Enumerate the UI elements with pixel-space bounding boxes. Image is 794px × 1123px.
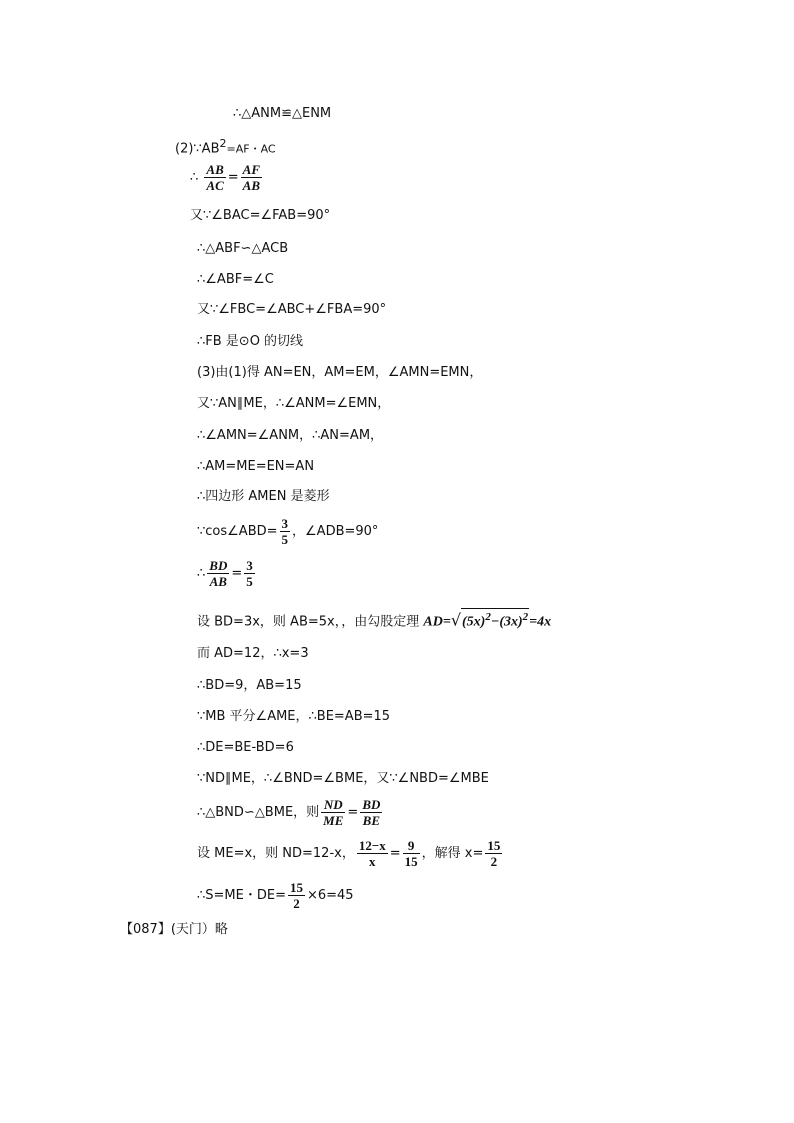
fraction <box>485 838 502 869</box>
numerator: 12−x <box>358 838 386 853</box>
denominator: AC <box>206 178 224 193</box>
line-part3-start: (3)由(1)得 AN=EN，AM=EM，∠AMN=EMN， <box>197 365 483 380</box>
term: (5x) <box>462 614 486 630</box>
line-all-sides: ∴AM=ME=EN=AN <box>197 459 315 474</box>
denominator: x <box>357 853 388 869</box>
superscript: 2 <box>522 611 529 623</box>
term: −(3x) <box>490 614 523 630</box>
denominator: 2 <box>288 895 305 911</box>
sqrt-sign: √ <box>450 610 462 630</box>
line-problem-087: 【087】(天门）略 <box>120 922 228 937</box>
line-nd-parallel: ∵ND∥ME，∴∠BND=∠BME，又∵∠NBD=∠MBE <box>197 771 489 786</box>
fraction <box>204 162 225 193</box>
line-bd-ab-ratio <box>197 558 257 589</box>
equals: = <box>347 805 359 820</box>
numerator: AF <box>242 162 261 177</box>
line-angle-fbc: 又∵∠FBC=∠ABC+∠FBA=90° <box>197 302 387 317</box>
text: =AF・AC <box>226 142 276 156</box>
fraction <box>360 797 382 828</box>
equals: = <box>442 614 451 630</box>
denominator: 5 <box>281 532 289 547</box>
line-amn-anm: ∴∠AMN=∠ANM，∴AN=AM， <box>197 428 384 443</box>
line-tangent: ∴FB 是⊙O 的切线 <box>197 334 304 349</box>
text: ×6=45 <box>306 888 354 903</box>
line-similar-triangles: ∴△ABF∽△ACB <box>197 241 289 256</box>
radicand <box>461 608 529 631</box>
fraction <box>207 558 229 589</box>
numerator: 9 <box>407 838 415 853</box>
numerator: BD <box>362 797 381 812</box>
fraction <box>321 797 345 828</box>
line-bd-ab-values: ∴BD=9，AB=15 <box>197 678 302 693</box>
therefore-symbol: ∴ <box>190 170 199 185</box>
fraction <box>280 516 291 547</box>
text: ，解得 x= <box>421 846 484 861</box>
text: ，∠ADB=90° <box>292 524 379 539</box>
text: (2)∵AB <box>175 141 220 157</box>
line-ad-value: 而 AD=12，∴x=3 <box>197 646 309 661</box>
fraction <box>403 838 420 869</box>
equals: = <box>231 566 243 581</box>
fraction <box>244 558 255 589</box>
superscript: 2 <box>219 137 227 150</box>
numerator: 15 <box>289 880 303 895</box>
fraction <box>241 162 262 193</box>
text: 设 ME=x，则 ND=12-x， <box>197 846 355 861</box>
therefore-symbol: ∴ <box>197 566 206 581</box>
numerator: ND <box>323 797 343 812</box>
denominator: AB <box>242 178 261 193</box>
math-ad: AD <box>423 614 443 630</box>
text: ∵cos∠ABD= <box>197 524 278 539</box>
numerator: 3 <box>246 558 253 573</box>
equals: = <box>389 846 401 861</box>
line-rhombus: ∴四边形 AMEN 是菱形 <box>197 489 330 504</box>
line-ratio <box>190 162 264 193</box>
superscript: 2 <box>485 611 491 623</box>
line-parallel: 又∵AN∥ME，∴∠ANM=∠EMN， <box>197 396 391 411</box>
line-similar-bnd-bme <box>197 797 384 828</box>
line-solve-x <box>197 838 504 869</box>
numerator: BD <box>209 558 228 573</box>
text: ∴△BND∽△BME，则 <box>197 805 320 820</box>
denominator: 5 <box>246 574 253 589</box>
numerator: 3 <box>281 516 289 531</box>
text: ∴S=ME・DE= <box>197 888 286 903</box>
denominator: ME <box>323 813 344 828</box>
line-area <box>197 880 354 911</box>
denominator: BE <box>360 812 382 828</box>
line-cos <box>197 516 378 547</box>
line-bisector: ∵MB 平分∠AME，∴BE=AB=15 <box>197 709 391 724</box>
equals: = <box>227 170 239 185</box>
line-congruence: ∴△ANM≌△ENM <box>233 106 332 121</box>
fraction <box>288 880 305 911</box>
numerator: AB <box>206 162 224 177</box>
line-pythagoras <box>197 608 551 631</box>
numerator: 15 <box>487 838 501 853</box>
line-angles-equal: 又∵∠BAC=∠FAB=90° <box>190 208 331 223</box>
line-part2-given <box>175 136 276 157</box>
fraction <box>357 838 388 869</box>
denominator: 2 <box>485 853 502 869</box>
line-angle-abf: ∴∠ABF=∠C <box>197 272 274 287</box>
denominator: AB <box>207 573 229 589</box>
text: 设 BD=3x，则 AB=5x，，由勾股定理 <box>197 614 420 630</box>
denominator: 15 <box>404 854 418 869</box>
line-de-value: ∴DE=BE-BD=6 <box>197 740 294 755</box>
result: =4x <box>529 614 552 630</box>
